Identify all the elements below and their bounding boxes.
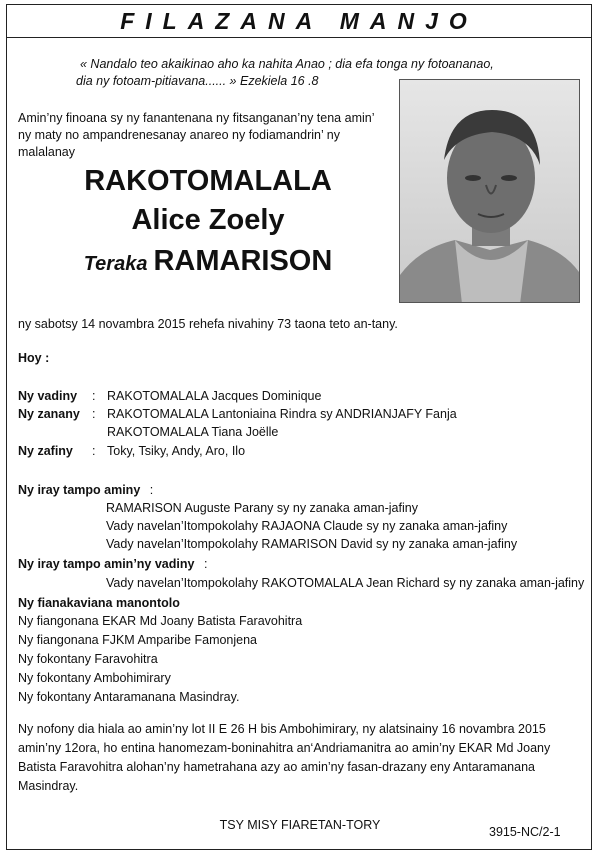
- deceased-surname: RAKOTOMALALA: [84, 165, 332, 197]
- deceased-maiden-name-line: [18, 243, 398, 282]
- zanany-colon: :: [92, 407, 96, 421]
- closing-line-4: Masindray.: [18, 779, 79, 793]
- iray-tampo-vadiny-colon: :: [203, 557, 208, 571]
- quote-line-1: « Nandalo teo akaikinao aho ka nahita Anao ; dia efa tonga ny fotoananao,: [80, 57, 494, 71]
- iray-tampo-aminy-colon: :: [149, 483, 154, 497]
- list-item: Vady navelan’Itompokolahy RAMARISON David sy ny zanaka aman-jafiny: [106, 537, 518, 551]
- no-flowers-note: TSY MISY FIARETAN-TORY: [219, 818, 381, 832]
- closing-line-2: amin’ny 12ora, ho entina hanomezam-boninahitra an‘Andriamanitra ao amin’ny EKAR Md Joany: [18, 741, 551, 755]
- iray-tampo-aminy-label: Ny iray tampo aminy: [18, 483, 141, 497]
- zafiny-value: Toky, Tsiky, Andy, Aro, Ilo: [107, 444, 246, 458]
- intro-text: [18, 110, 398, 161]
- zanany-value-1: RAKOTOMALALA Lantoniaina Rindra sy ANDRIANJAFY Fanja: [107, 407, 457, 421]
- list-item: Ny fokontany Faravohitra: [18, 652, 158, 666]
- fianakaviana-label: Ny fianakaviana manontolo: [18, 596, 180, 610]
- death-notice: ny sabotsy 14 novambra 2015 rehefa nivahiny 73 taona teto an-tany.: [18, 317, 398, 331]
- zafiny-label: Ny zafiny: [18, 444, 73, 458]
- iray-tampo-vadiny-label: Ny iray tampo amin’ny vadiny: [18, 557, 195, 571]
- zanany-label: Ny zanany: [18, 407, 80, 421]
- intro-line-1: Amin’ny finoana sy ny fanantenana ny fitsanganan’ny tena amin’: [18, 111, 375, 125]
- list-item: RAMARISON Auguste Parany sy ny zanaka aman-jafiny: [106, 501, 418, 515]
- closing-line-1: Ny nofony dia hiala ao amin’ny lot II E 26 H bis Ambohimirary, ny alatsinainy 16 novambra 2015: [18, 722, 546, 736]
- zanany-value-2: RAKOTOMALALA Tiana Joëlle: [107, 425, 279, 439]
- maiden-name: RAMARISON: [153, 245, 333, 277]
- vadiny-label: Ny vadiny: [18, 389, 78, 403]
- teraka-label: Teraka: [83, 253, 148, 275]
- list-item: Ny fokontany Antaramanana Masindray.: [18, 690, 240, 704]
- quote-line-2: dia ny fotoam-pitiavana...... » Ezekiela 16 .8: [76, 74, 319, 88]
- closing-line-3: Batista Faravohitra alohan’ny hametrahana azy ao amin’ny fasan-drazany eny Antaramanana: [18, 760, 535, 774]
- vadiny-value: RAKOTOMALALA Jacques Dominique: [107, 389, 322, 403]
- list-item: Ny fiangonana EKAR Md Joany Batista Faravohitra: [18, 614, 303, 628]
- zafiny-colon: :: [92, 444, 96, 458]
- iray-tampo-vadiny-heading: [18, 555, 207, 573]
- vadiny-colon: :: [92, 389, 96, 403]
- iray-tampo-aminy-heading: [18, 481, 153, 499]
- reference-number: 3915-NC/2-1: [489, 825, 561, 839]
- deceased-portrait: [399, 79, 580, 303]
- list-item: Ny fokontany Ambohimirary: [18, 671, 171, 685]
- funeral-details: [18, 720, 582, 796]
- hoy-label: Hoy :: [18, 351, 50, 365]
- notice-title: FILAZANA MANJO: [6, 4, 592, 38]
- list-item: Vady navelan’Itompokolahy RAKOTOMALALA Jean Richard sy ny zanaka aman-jafiny: [106, 576, 585, 590]
- list-item: Ny fiangonana FJKM Amparibe Famonjena: [18, 633, 258, 647]
- deceased-given-names: Alice Zoely: [131, 204, 285, 236]
- intro-line-2: ny maty no ampandrenesanay anareo ny fodiamandrin’ ny malalanay: [18, 128, 340, 159]
- list-item: Vady navelan’Itompokolahy RAJAONA Claude sy ny zanaka aman-jafiny: [106, 519, 508, 533]
